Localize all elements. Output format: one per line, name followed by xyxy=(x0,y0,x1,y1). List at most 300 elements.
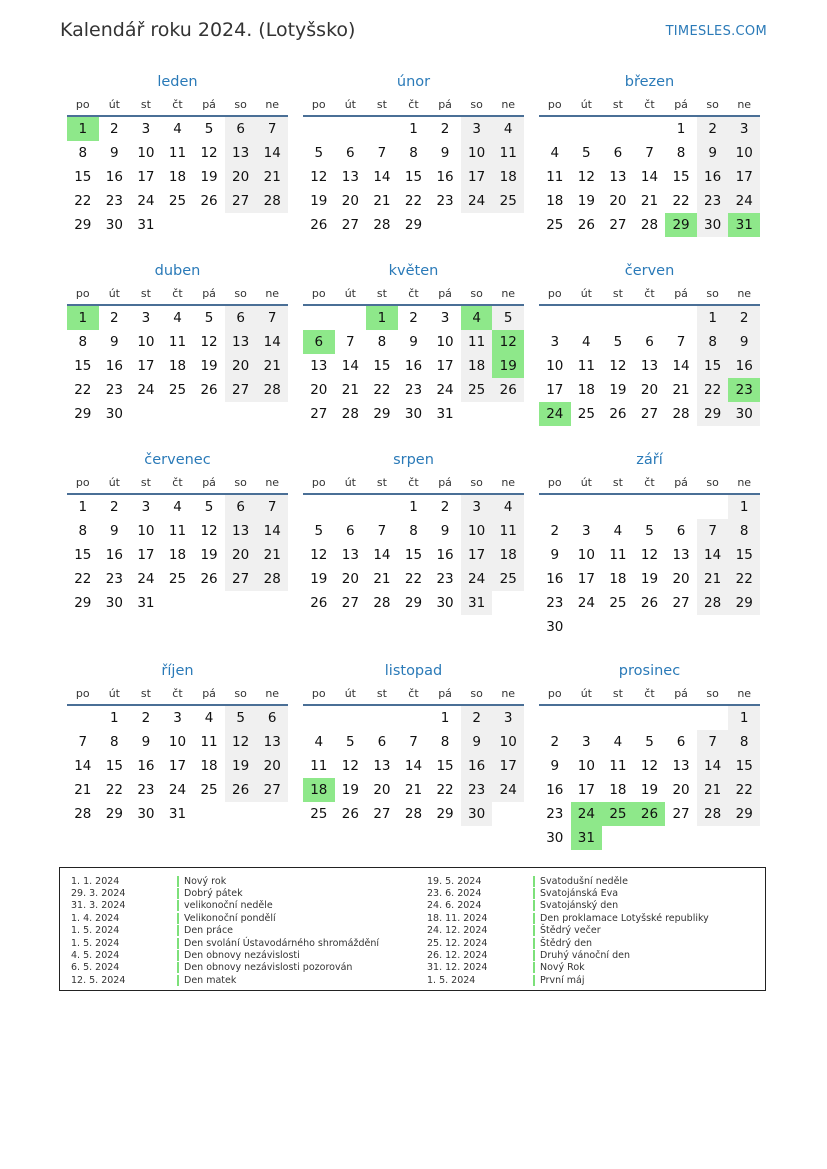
weekday-label: so xyxy=(470,98,483,111)
day-cell: 22 xyxy=(404,193,423,209)
day-cell: 5 xyxy=(204,499,214,515)
day-cell: 26 xyxy=(609,406,627,422)
holiday-date: 1. 5. 2024 xyxy=(71,925,120,937)
day-cell: 11 xyxy=(609,758,627,774)
weekday-label: čt xyxy=(172,687,183,700)
day-cell: 7 xyxy=(78,734,88,750)
day-cell: 15 xyxy=(74,547,92,563)
holiday-date: 29. 3. 2024 xyxy=(71,888,126,900)
empty-cell xyxy=(335,117,367,141)
weekday-label: út xyxy=(580,287,592,300)
day-cell: 19 xyxy=(200,169,218,185)
month-0 xyxy=(67,70,288,259)
day-cell: 5 xyxy=(582,145,591,161)
day-cell: 22 xyxy=(74,382,92,398)
day-cell: 26 xyxy=(310,595,328,611)
empty-cell xyxy=(665,495,697,519)
day-cell: 28 xyxy=(256,567,288,591)
weekday-label: pá xyxy=(674,476,688,489)
day-cell: 9 xyxy=(141,734,151,750)
day-cell: 9 xyxy=(550,758,560,774)
day-cell: 4 xyxy=(582,334,591,350)
day-cell: 23 xyxy=(546,595,564,611)
day-cell: 20 xyxy=(225,543,257,567)
day-cell: 2 xyxy=(110,310,119,326)
holiday-marker xyxy=(533,950,535,961)
day-cell: 11 xyxy=(168,334,187,350)
day-cell: 30 xyxy=(546,619,564,635)
day-cell: 2 xyxy=(110,121,119,137)
day-cell: 15 xyxy=(672,169,690,185)
holiday-row xyxy=(71,900,379,912)
day-cell: 17 xyxy=(137,547,155,563)
weekday-label: pá xyxy=(674,287,688,300)
page-title: Kalendář roku 2024. (Lotyšsko) xyxy=(60,19,356,41)
holiday-row xyxy=(71,937,379,949)
day-cell: 9 xyxy=(440,145,450,161)
day-cell: 10 xyxy=(492,730,524,754)
day-cell: 9 xyxy=(461,730,493,754)
day-cell: 23 xyxy=(436,571,454,587)
holiday-row xyxy=(427,937,709,949)
day-cell: 16 xyxy=(105,547,123,563)
weekday-label: po xyxy=(547,287,562,300)
day-cell: 22 xyxy=(74,193,92,209)
day-cell: 13 xyxy=(672,547,690,563)
weekday-label: po xyxy=(311,98,326,111)
day-cell: 21 xyxy=(373,193,391,209)
month-name: srpen xyxy=(393,452,434,468)
holiday-day: 4 xyxy=(461,306,493,330)
day-cell: 14 xyxy=(640,169,659,185)
holiday-row xyxy=(427,887,709,899)
day-cell: 7 xyxy=(256,495,288,519)
weekday-header xyxy=(67,683,288,706)
day-cell: 1 xyxy=(728,495,760,519)
day-cell: 20 xyxy=(256,754,288,778)
day-cell: 22 xyxy=(436,782,454,798)
holiday-day: 25 xyxy=(602,802,634,826)
day-cell: 10 xyxy=(577,758,595,774)
day-cell: 4 xyxy=(492,495,524,519)
weekday-header xyxy=(539,94,760,117)
day-cell: 6 xyxy=(676,523,686,539)
weekday-header xyxy=(539,472,760,495)
weekday-label: út xyxy=(108,476,120,489)
holiday-marker xyxy=(533,900,535,911)
holiday-row xyxy=(71,962,379,974)
holiday-name: Den obnovy nezávislosti pozorován xyxy=(184,962,353,974)
weekday-label: so xyxy=(706,687,719,700)
day-cell: 18 xyxy=(609,782,627,798)
weekday-label: út xyxy=(344,476,356,489)
day-cell: 6 xyxy=(225,495,257,519)
month-11 xyxy=(539,659,760,848)
day-grid xyxy=(67,495,288,615)
day-cell: 3 xyxy=(550,334,560,350)
holiday-date: 12. 5. 2024 xyxy=(71,974,126,986)
holiday-name: Svatojánský den xyxy=(540,900,619,912)
holiday-name: Štědrý večer xyxy=(540,925,601,937)
weekday-label: ne xyxy=(265,476,280,489)
weekday-label: po xyxy=(75,476,90,489)
holiday-marker xyxy=(177,900,179,911)
day-cell: 29 xyxy=(404,217,423,233)
day-cell: 30 xyxy=(546,830,564,846)
day-cell: 29 xyxy=(74,217,92,233)
holiday-marker xyxy=(533,876,535,887)
day-cell: 23 xyxy=(137,782,155,798)
day-cell: 1 xyxy=(440,710,450,726)
day-grid xyxy=(539,495,760,639)
day-cell: 28 xyxy=(404,806,423,822)
weekday-label: út xyxy=(108,287,120,300)
month-2 xyxy=(539,70,760,259)
empty-cell xyxy=(665,306,697,330)
day-cell: 2 xyxy=(110,499,119,515)
day-cell: 26 xyxy=(577,217,595,233)
day-cell: 10 xyxy=(577,547,595,563)
day-cell: 11 xyxy=(168,523,187,539)
weekday-label: st xyxy=(612,687,623,700)
day-cell: 7 xyxy=(256,306,288,330)
day-cell: 16 xyxy=(728,354,760,378)
day-cell: 30 xyxy=(728,402,760,426)
day-cell: 21 xyxy=(404,782,423,798)
day-cell: 21 xyxy=(697,567,729,591)
day-cell: 20 xyxy=(341,193,359,209)
month-name: červenec xyxy=(144,452,211,468)
day-cell: 2 xyxy=(461,706,493,730)
day-cell: 4 xyxy=(613,734,623,750)
weekday-label: so xyxy=(706,476,719,489)
weekday-label: ne xyxy=(737,98,752,111)
day-cell: 5 xyxy=(645,734,654,750)
holiday-row xyxy=(427,900,709,912)
day-cell: 20 xyxy=(341,571,359,587)
day-cell: 15 xyxy=(404,169,423,185)
day-cell: 10 xyxy=(168,734,187,750)
day-cell: 20 xyxy=(640,382,659,398)
day-cell: 17 xyxy=(492,754,524,778)
weekday-label: čt xyxy=(408,98,419,111)
holiday-marker xyxy=(177,925,179,936)
weekday-label: čt xyxy=(644,687,655,700)
weekday-label: so xyxy=(470,476,483,489)
empty-cell xyxy=(602,495,634,519)
day-cell: 4 xyxy=(204,710,214,726)
day-cell: 24 xyxy=(728,189,760,213)
holiday-date: 26. 12. 2024 xyxy=(427,950,488,962)
day-cell: 23 xyxy=(105,193,123,209)
day-cell: 18 xyxy=(168,547,187,563)
day-cell: 14 xyxy=(373,547,391,563)
day-cell: 30 xyxy=(436,595,454,611)
day-cell: 10 xyxy=(461,519,493,543)
empty-cell xyxy=(539,117,571,141)
day-cell: 16 xyxy=(697,165,729,189)
weekday-label: po xyxy=(75,687,90,700)
holiday-day: 1 xyxy=(366,306,398,330)
weekday-label: st xyxy=(376,287,387,300)
day-cell: 30 xyxy=(404,406,423,422)
day-cell: 13 xyxy=(225,141,257,165)
day-cell: 18 xyxy=(546,193,564,209)
empty-cell xyxy=(571,117,603,141)
holiday-day: 24 xyxy=(571,802,603,826)
empty-cell xyxy=(67,706,99,730)
weekday-label: st xyxy=(140,287,151,300)
day-cell: 27 xyxy=(341,595,359,611)
day-grid xyxy=(539,306,760,426)
day-cell: 22 xyxy=(404,571,423,587)
day-cell: 9 xyxy=(409,334,418,350)
month-name: březen xyxy=(624,74,675,90)
day-cell: 27 xyxy=(225,378,257,402)
day-cell: 9 xyxy=(110,523,119,539)
day-cell: 24 xyxy=(168,782,187,798)
day-cell: 16 xyxy=(436,169,454,185)
holiday-date: 24. 12. 2024 xyxy=(427,925,488,937)
day-cell: 23 xyxy=(404,382,423,398)
day-cell: 20 xyxy=(225,165,257,189)
day-cell: 13 xyxy=(640,358,659,374)
day-cell: 16 xyxy=(105,358,123,374)
day-cell: 18 xyxy=(168,169,187,185)
holiday-row xyxy=(427,875,709,887)
holiday-date: 19. 5. 2024 xyxy=(427,875,482,887)
holiday-day: 18 xyxy=(303,778,335,802)
weekday-label: po xyxy=(75,98,90,111)
day-cell: 21 xyxy=(697,778,729,802)
day-cell: 25 xyxy=(168,571,187,587)
weekday-label: st xyxy=(612,287,623,300)
day-cell: 15 xyxy=(728,754,760,778)
empty-cell xyxy=(303,495,335,519)
day-cell: 8 xyxy=(377,334,387,350)
month-4 xyxy=(303,259,524,448)
holiday-day: 24 xyxy=(539,402,571,426)
day-cell: 30 xyxy=(137,806,155,822)
day-cell: 7 xyxy=(346,334,355,350)
month-name: červen xyxy=(624,263,675,279)
holiday-row xyxy=(427,949,709,961)
holiday-list-left xyxy=(71,875,379,987)
day-cell: 3 xyxy=(728,117,760,141)
month-8 xyxy=(539,448,760,637)
day-cell: 12 xyxy=(200,145,218,161)
day-cell: 23 xyxy=(697,189,729,213)
holiday-marker xyxy=(177,913,179,924)
day-cell: 18 xyxy=(577,382,595,398)
holiday-list xyxy=(59,867,766,991)
day-cell: 19 xyxy=(200,547,218,563)
day-cell: 28 xyxy=(697,802,729,826)
day-cell: 6 xyxy=(225,306,257,330)
day-cell: 26 xyxy=(200,571,218,587)
day-cell: 26 xyxy=(225,778,257,802)
day-cell: 12 xyxy=(225,730,257,754)
weekday-label: st xyxy=(612,98,623,111)
day-cell: 25 xyxy=(609,595,627,611)
day-cell: 22 xyxy=(728,567,760,591)
day-cell: 9 xyxy=(697,141,729,165)
holiday-name: Nový rok xyxy=(184,875,227,887)
day-cell: 13 xyxy=(609,169,627,185)
day-cell: 13 xyxy=(256,730,288,754)
weekday-label: čt xyxy=(408,687,419,700)
month-6 xyxy=(67,448,288,637)
holiday-date: 1. 1. 2024 xyxy=(71,875,120,887)
day-cell: 14 xyxy=(256,519,288,543)
weekday-label: po xyxy=(311,476,326,489)
empty-cell xyxy=(335,306,367,330)
holiday-marker xyxy=(533,913,535,924)
holiday-name: Den obnovy nezávislosti xyxy=(184,950,300,962)
holiday-date: 1. 5. 2024 xyxy=(71,937,120,949)
weekday-label: čt xyxy=(644,287,655,300)
day-cell: 7 xyxy=(676,334,686,350)
day-cell: 6 xyxy=(676,734,686,750)
weekday-label: so xyxy=(234,98,247,111)
day-cell: 17 xyxy=(728,165,760,189)
day-cell: 30 xyxy=(105,406,123,422)
holiday-date: 23. 6. 2024 xyxy=(427,888,482,900)
day-cell: 30 xyxy=(461,802,493,826)
empty-cell xyxy=(335,706,367,730)
empty-cell xyxy=(398,706,430,730)
day-cell: 5 xyxy=(204,310,214,326)
day-cell: 4 xyxy=(550,145,560,161)
day-cell: 13 xyxy=(225,330,257,354)
weekday-label: pá xyxy=(202,287,216,300)
weekday-label: st xyxy=(376,98,387,111)
day-cell: 18 xyxy=(492,165,524,189)
holiday-day: 19 xyxy=(492,354,524,378)
empty-cell xyxy=(634,117,666,141)
holiday-date: 1. 5. 2024 xyxy=(427,974,476,986)
day-cell: 5 xyxy=(613,334,623,350)
day-cell: 10 xyxy=(137,145,155,161)
day-cell: 25 xyxy=(310,806,328,822)
day-cell: 15 xyxy=(697,354,729,378)
weekday-label: čt xyxy=(172,98,183,111)
day-cell: 14 xyxy=(697,754,729,778)
day-cell: 31 xyxy=(168,806,187,822)
day-grid xyxy=(67,306,288,426)
day-cell: 20 xyxy=(672,571,690,587)
day-cell: 25 xyxy=(577,406,595,422)
weekday-label: pá xyxy=(674,98,688,111)
holiday-row xyxy=(71,925,379,937)
holiday-date: 31. 3. 2024 xyxy=(71,900,126,912)
holiday-date: 31. 12. 2024 xyxy=(427,962,488,974)
day-cell: 17 xyxy=(436,358,454,374)
day-cell: 18 xyxy=(200,758,218,774)
holiday-name: Velikonoční pondělí xyxy=(184,912,276,924)
weekday-label: ne xyxy=(737,687,752,700)
day-cell: 24 xyxy=(461,567,493,591)
day-cell: 23 xyxy=(436,193,454,209)
day-cell: 15 xyxy=(74,169,92,185)
day-cell: 4 xyxy=(314,734,324,750)
day-cell: 16 xyxy=(461,754,493,778)
day-cell: 24 xyxy=(461,189,493,213)
day-cell: 15 xyxy=(373,358,391,374)
holiday-marker xyxy=(533,962,535,973)
day-cell: 12 xyxy=(640,758,659,774)
weekday-label: čt xyxy=(644,98,655,111)
day-grid xyxy=(539,706,760,850)
holiday-row xyxy=(71,887,379,899)
day-cell: 10 xyxy=(137,334,155,350)
holiday-date: 1. 4. 2024 xyxy=(71,912,120,924)
day-cell: 6 xyxy=(377,734,387,750)
weekday-label: so xyxy=(470,287,483,300)
holiday-name: Nový Rok xyxy=(540,962,585,974)
empty-cell xyxy=(335,495,367,519)
holiday-name: Dobrý pátek xyxy=(184,888,243,900)
day-cell: 25 xyxy=(546,217,564,233)
site-link[interactable]: TIMESLES.COM xyxy=(665,24,767,39)
day-cell: 20 xyxy=(373,782,391,798)
day-cell: 2 xyxy=(440,121,450,137)
day-cell: 16 xyxy=(546,571,564,587)
weekday-label: ne xyxy=(737,476,752,489)
day-cell: 23 xyxy=(105,571,123,587)
empty-cell xyxy=(539,706,571,730)
day-cell: 22 xyxy=(74,571,92,587)
weekday-label: so xyxy=(234,687,247,700)
holiday-marker xyxy=(177,962,179,973)
day-cell: 13 xyxy=(373,758,391,774)
day-cell: 21 xyxy=(256,543,288,567)
weekday-label: so xyxy=(706,98,719,111)
weekday-label: st xyxy=(376,476,387,489)
day-cell: 22 xyxy=(697,378,729,402)
month-9 xyxy=(67,659,288,848)
day-cell: 24 xyxy=(137,571,155,587)
day-cell: 23 xyxy=(546,806,564,822)
weekday-label: út xyxy=(580,687,592,700)
empty-cell xyxy=(665,706,697,730)
empty-cell xyxy=(303,117,335,141)
holiday-date: 18. 11. 2024 xyxy=(427,912,488,924)
day-cell: 27 xyxy=(373,806,391,822)
day-grid xyxy=(539,117,760,237)
month-name: květen xyxy=(388,263,439,279)
day-cell: 1 xyxy=(110,710,119,726)
weekday-label: ne xyxy=(501,476,516,489)
day-cell: 14 xyxy=(74,758,92,774)
month-name: leden xyxy=(157,74,198,90)
day-cell: 8 xyxy=(78,334,88,350)
day-cell: 3 xyxy=(461,117,493,141)
day-cell: 13 xyxy=(341,169,359,185)
day-cell: 19 xyxy=(640,571,659,587)
day-cell: 15 xyxy=(404,547,423,563)
holiday-day: 31 xyxy=(728,213,760,237)
weekday-label: ne xyxy=(501,98,516,111)
day-cell: 27 xyxy=(310,406,328,422)
weekday-header xyxy=(67,283,288,306)
day-cell: 7 xyxy=(645,145,654,161)
day-cell: 19 xyxy=(225,754,257,778)
day-cell: 12 xyxy=(310,169,328,185)
day-cell: 3 xyxy=(582,523,591,539)
weekday-header xyxy=(539,283,760,306)
day-cell: 20 xyxy=(672,782,690,798)
